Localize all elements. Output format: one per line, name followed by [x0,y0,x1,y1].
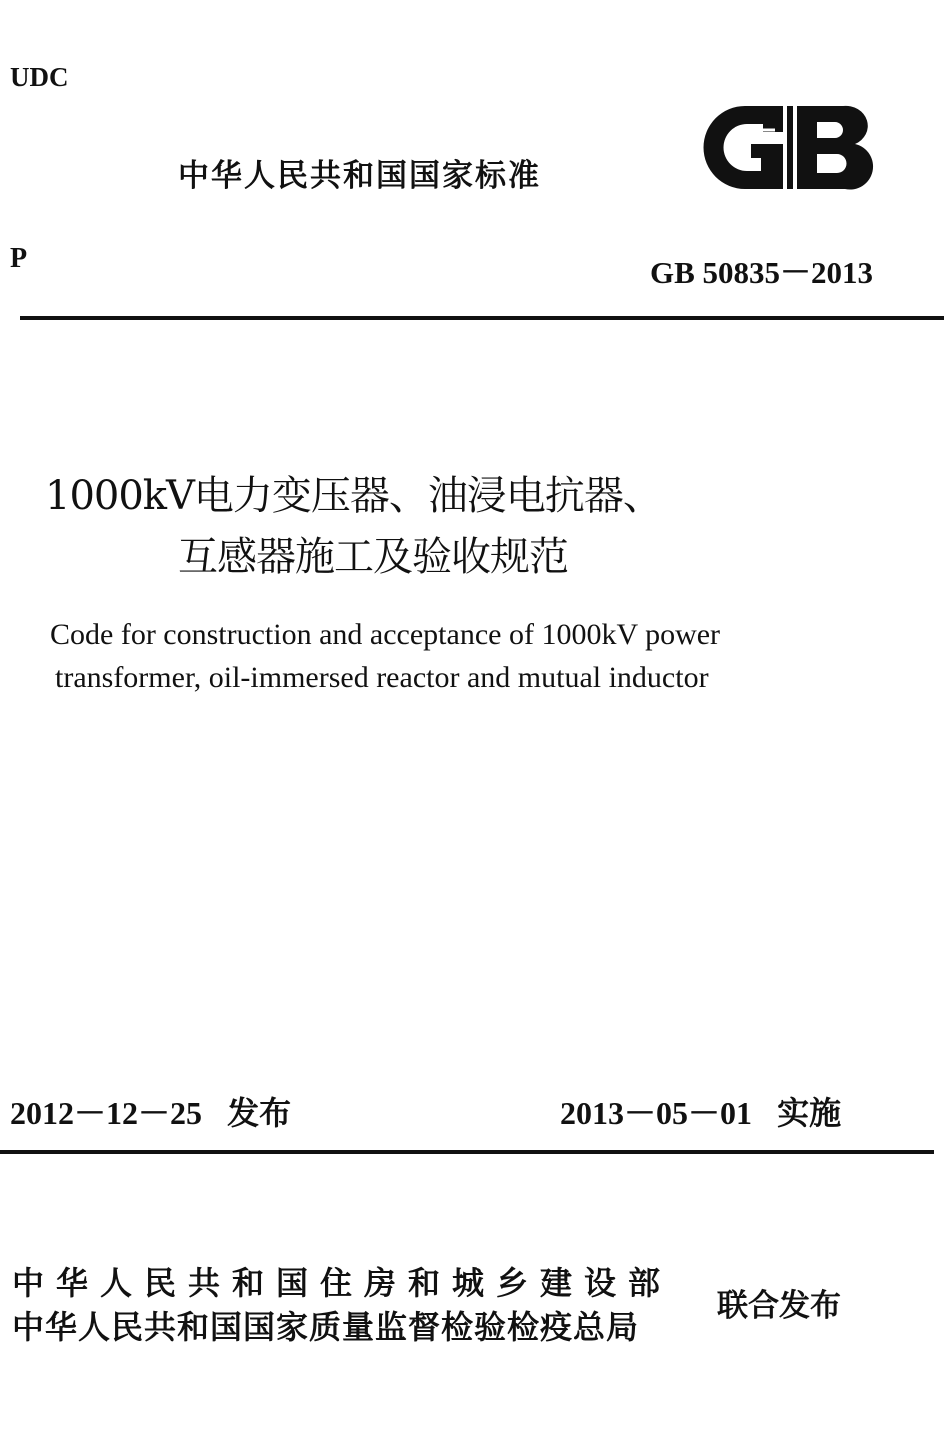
title-en-line1: Code for construction and acceptance of 1000kV power [50,618,721,651]
effective-label: 实施 [777,1094,842,1132]
publish-date-block [10,1088,291,1134]
title-cn-line2: 互感器施工及验收规范 [178,534,568,580]
publish-date: 2012－12－25 [10,1095,203,1131]
top-divider [20,316,944,320]
authority-line2: 中华人民共和国国家质量监督检验检疫总局 [12,1308,640,1346]
joint-issue-label: 联合发布 [717,1288,841,1324]
udc-label: UDC [10,62,69,92]
authority-line1: 中华人民共和国住房和城乡建设部 [12,1264,673,1302]
title-en-line2: transformer, oil-immersed reactor and mutual inductor [55,661,709,694]
publish-label: 发布 [227,1094,292,1132]
classification-code: P [10,243,28,274]
standard-number: GB 50835－2013 [649,255,873,290]
gb-logo [695,100,875,195]
effective-date-block [560,1088,841,1134]
standard-type-heading: 中华人民共和国国家标准 [178,158,541,194]
bottom-divider [0,1150,934,1154]
effective-date: 2013－05－01 [560,1095,753,1131]
title-cn-line1: 1000kV电力变压器、油浸电抗器、 [45,473,662,519]
